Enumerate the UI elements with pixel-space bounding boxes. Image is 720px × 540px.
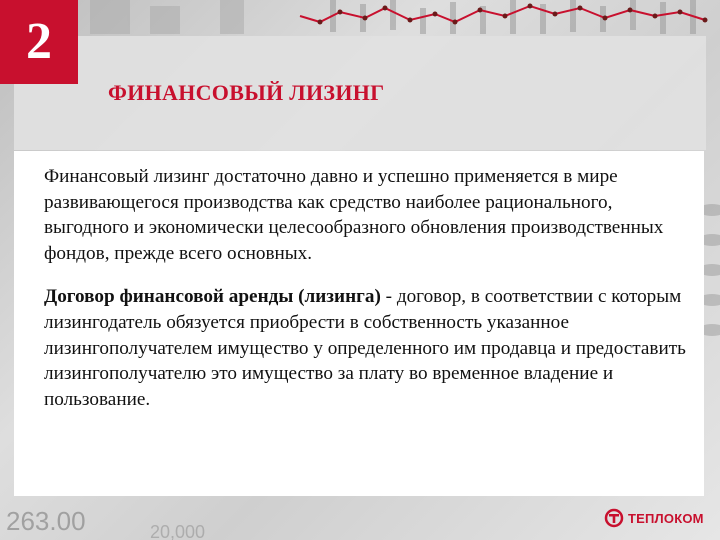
logo-text: ТЕПЛОКОМ [628, 510, 704, 526]
paragraph-leasing-definition [44, 284, 688, 412]
definition-term: Договор финансовой аренды (лизинга) [44, 286, 381, 308]
slide-title: ФИНАНСОВЫЙ ЛИЗИНГ [108, 80, 385, 105]
slide-number-badge [0, 0, 78, 84]
background-number-2: 20,000 [150, 522, 206, 540]
background-number-1: 263.00 [6, 506, 86, 536]
content-panel [14, 151, 704, 496]
teplokom-logo [604, 508, 704, 528]
slide-number: 2 [26, 13, 52, 70]
definition-text: - договор, в соответствии с которым лизингодатель обязуется приобрести в собственность указанное лизингополучателем имущество у определенного им продавца и предоставить лизингополучателю это имущество за плату во временное владение и пользование. [44, 286, 686, 410]
teplokom-logo-icon [604, 508, 624, 528]
paragraph-leasing-intro: Финансовый лизинг достаточно давно и успешно применяется в мире развивающегося производства как средство наиболее рационального, выгодного и экономически целесообразного обновления производственных фондов, прежде всего основных. [44, 166, 664, 264]
